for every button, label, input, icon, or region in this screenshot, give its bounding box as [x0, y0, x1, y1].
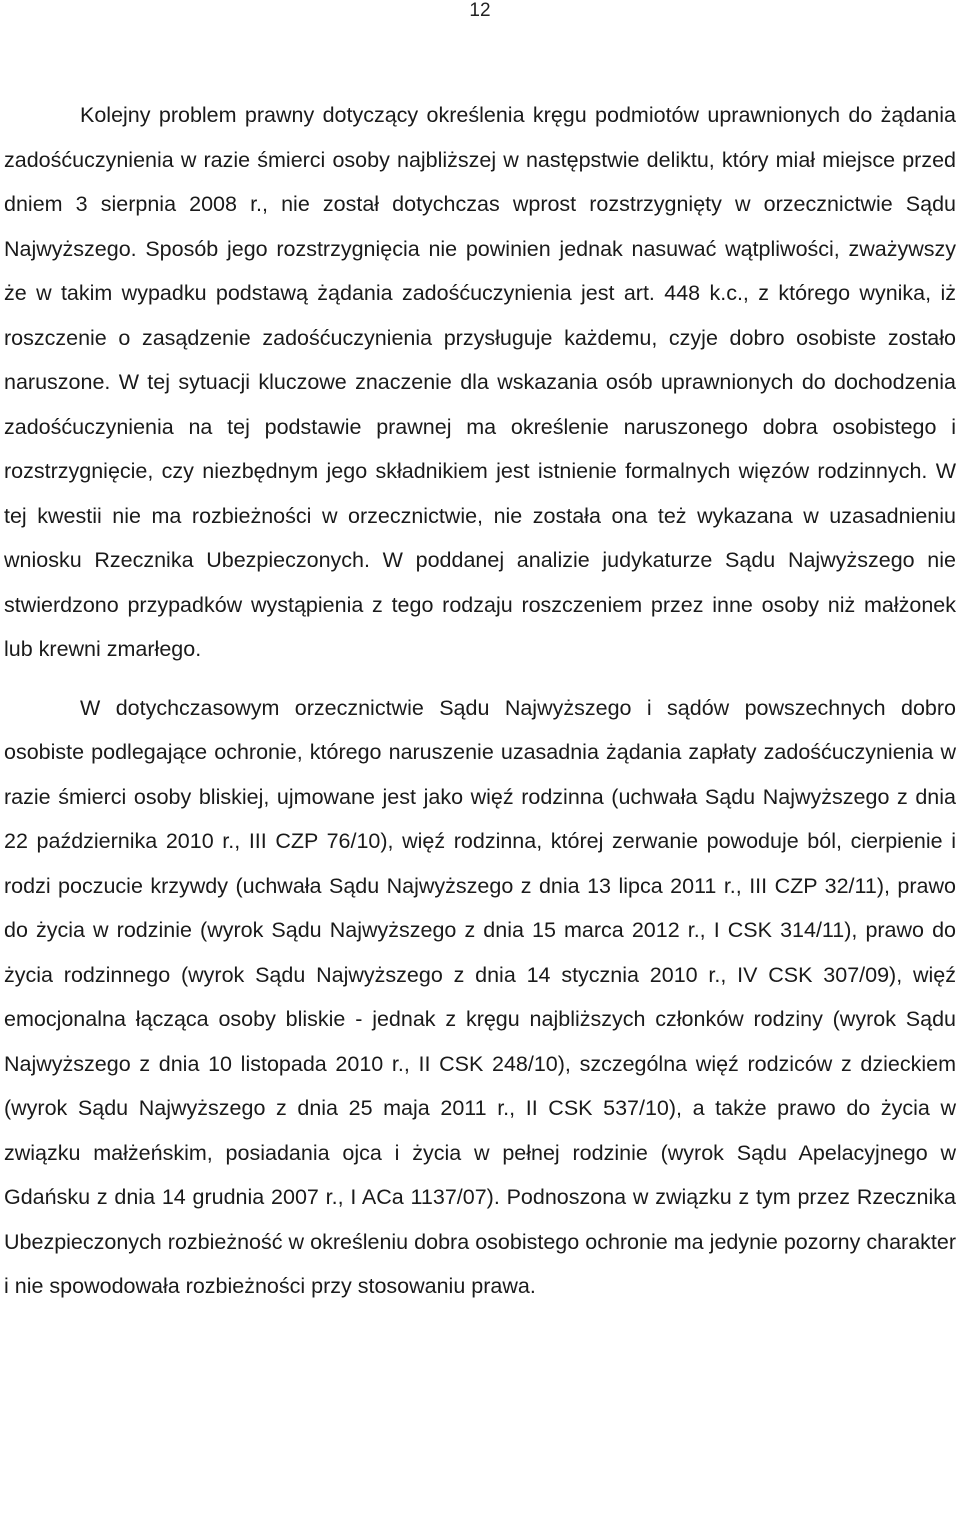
document-body — [4, 93, 956, 1309]
paragraph-1: Kolejny problem prawny dotyczący określenia kręgu podmiotów uprawnionych do żądania zadośćuczynienia w razie śmierci osoby najbliższej w następstwie deliktu, który miał miejsce przed dniem 3 sierpnia 2008 r., nie został dotychczas wprost rozstrzygnięty w orzecznictwie Sądu Najwyższego. Sposób jego rozstrzygnięcia nie powinien jednak nasuwać wątpliwości, zważywszy że w takim wypadku podstawą żądania zadośćuczynienia jest art. 448 k.c., z którego wynika, iż roszczenie o zasądzenie zadośćuczynienia przysługuje każdemu, czyje dobro osobiste zostało naruszone. W tej sytuacji kluczowe znaczenie dla wskazania osób uprawnionych do dochodzenia zadośćuczynienia na tej podstawie prawnej ma określenie naruszonego dobra osobistego i rozstrzygnięcie, czy niezbędnym jego składnikiem jest istnienie formalnych więzów rodzinnych. W tej kwestii nie ma rozbieżności w orzecznictwie, nie została ona też wykazana w uzasadnieniu wniosku Rzecznika Ubezpieczonych. W poddanej analizie judykaturze Sądu Najwyższego nie stwierdzono przypadków wystąpienia z tego rodzaju roszczeniem przez inne osoby niż małżonek lub krewni zmarłego. — [4, 103, 956, 661]
paragraph-2: W dotychczasowym orzecznictwie Sądu Najwyższego i sądów powszechnych dobro osobiste podlegające ochronie, którego naruszenie uzasadnia żądania zapłaty zadośćuczynienia w razie śmierci osoby bliskiej, ujmowane jest jako więź rodzinna (uchwała Sądu Najwyższego z dnia 22 października 2010 r., III CZP 76/10), więź rodzinna, której zerwanie powoduje ból, cierpienie i rodzi poczucie krzywdy (uchwała Sądu Najwyższego z dnia 13 lipca 2011 r., III CZP 32/11), prawo do życia w rodzinie (wyrok Sądu Najwyższego z dnia 15 marca 2012 r., I CSK 314/11), prawo do życia rodzinnego (wyrok Sądu Najwyższego z dnia 14 stycznia 2010 r., IV CSK 307/09), więź emocjonalna łącząca osoby bliskie - jednak z kręgu najbliższych członków rodziny (wyrok Sądu Najwyższego z dnia 10 listopada 2010 r., II CSK 248/10), szczególna więź rodziców z dzieckiem (wyrok Sądu Najwyższego z dnia 25 maja 2011 r., II CSK 537/10), a także prawo do życia w związku małżeńskim, posiadania ojca i życia w pełnej rodzinie (wyrok Sądu Apelacyjnego w Gdańsku z dnia 14 grudnia 2007 r., I ACa 1137/07). Podnoszona w związku z tym przez Rzecznika Ubezpieczonych rozbieżność w określeniu dobra osobistego ochronie ma jedynie pozorny charakter i nie spowodowała rozbieżności przy stosowaniu prawa. — [4, 695, 956, 1298]
page-number: 12 — [469, 0, 491, 21]
